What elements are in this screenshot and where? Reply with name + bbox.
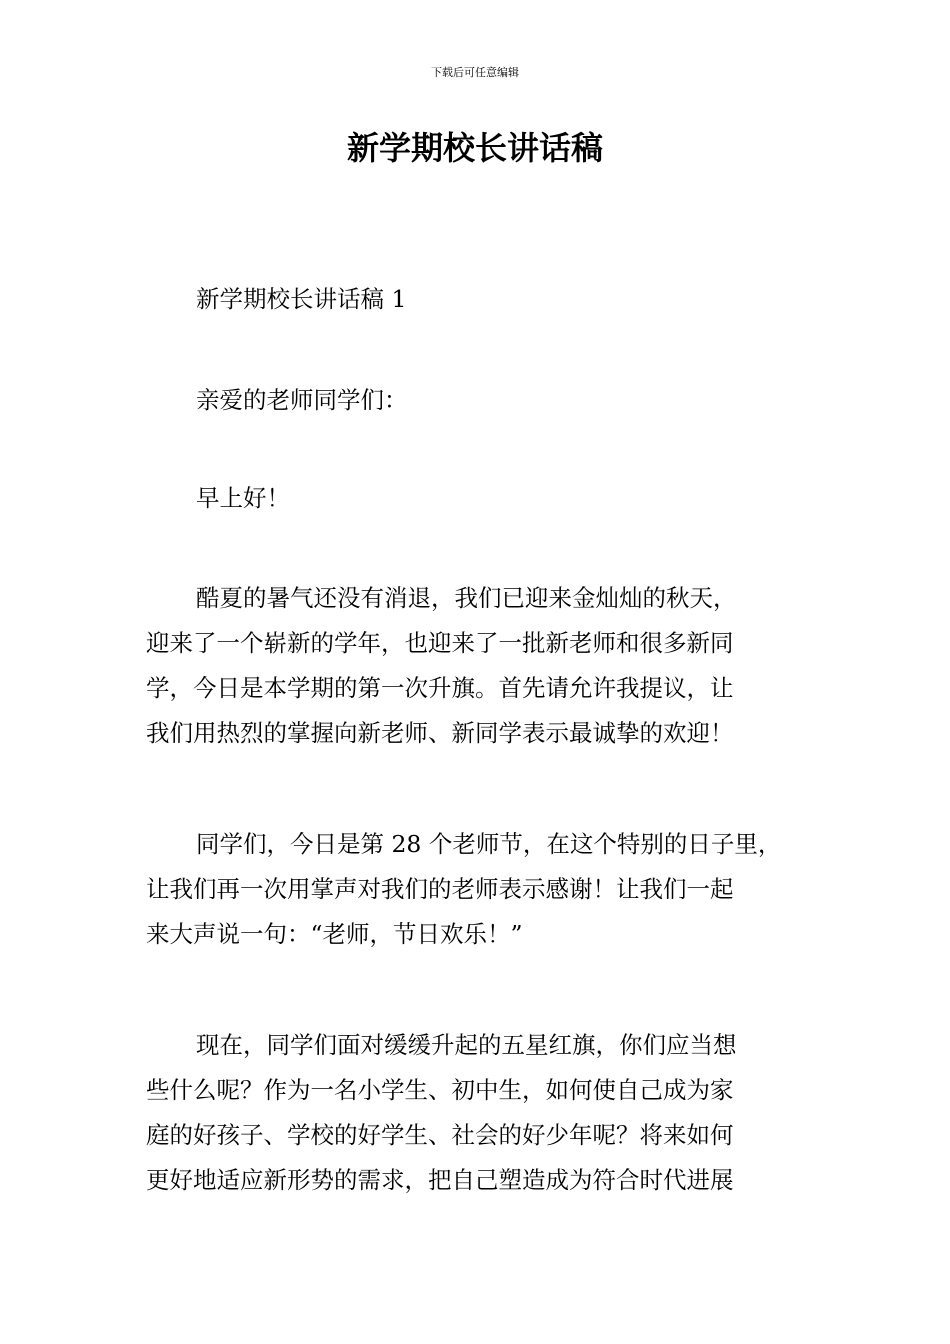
paragraph-body [146,822,816,957]
paragraph-greeting [146,476,816,521]
text-line: 早上好！ [196,484,290,512]
text-line: 现在，同学们面对缓缓升起的五星红旗，你们应当想 [196,1031,737,1059]
paragraph-body [146,1023,816,1203]
text-line: 新学期校长讲话稿 1 [196,285,407,313]
paragraph-salutation [146,378,816,423]
header-note: 下载后可任意编辑 [431,66,519,79]
text-line: 亲爱的老师同学们： [196,386,408,414]
text-line: 让我们再一次用掌声对我们的老师表示感谢！让我们一起 [146,875,734,903]
text-line: 我们用热烈的掌握向新老师、新同学表示最诚挚的欢迎！ [146,719,734,747]
text-line: 酷夏的暑气还没有消退，我们已迎来金灿灿的秋天， [196,584,737,612]
text-line: 些什么呢？作为一名小学生、初中生，如何使自己成为家 [146,1076,734,1104]
text-line: 同学们，今日是第 28 个老师节，在这个特别的日子里， [196,830,782,858]
text-line: 迎来了一个崭新的学年，也迎来了一批新老师和很多新同 [146,629,734,657]
paragraph-heading [146,277,816,322]
text-line: 学，今日是本学期的第一次升旗。首先请允许我提议，让 [146,674,734,702]
text-line: 庭的好孩子、学校的好学生、社会的好少年呢？将来如何 [146,1121,734,1149]
document-title: 新学期校长讲话稿 [346,129,603,167]
text-line: 来大声说一句：“老师，节日欢乐！” [146,920,523,948]
paragraph-body [146,576,816,756]
text-line: 更好地适应新形势的需求，把自己塑造成为符合时代进展 [146,1166,734,1194]
